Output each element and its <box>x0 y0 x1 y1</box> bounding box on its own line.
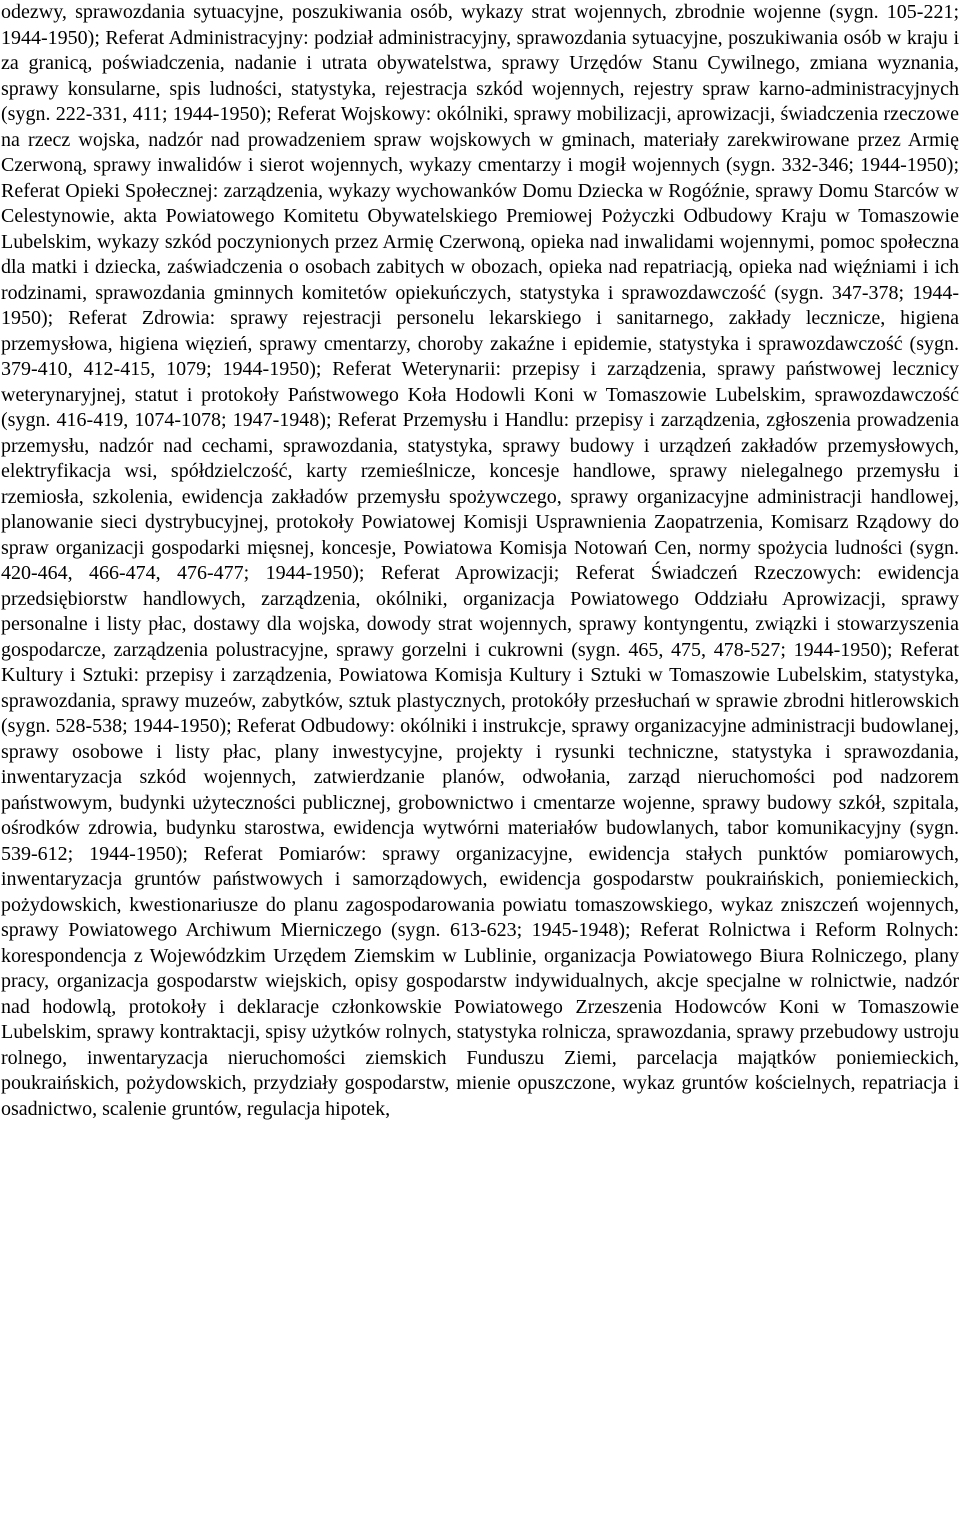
body-paragraph: odezwy, sprawozdania sytuacyjne, poszukiwania osób, wykazy strat wojennych, zbrodnie wojenne (sygn. 105-221; 1944-1950); Referat Administracyjny: podział administracyjny, sprawozdania sytuacyjne, poszukiwania osób w kraju i za granicą, poświadczenia, nadanie i utrata obywatelstwa, sprawy Urzędów Stanu Cywilnego, zmiana wyznania, sprawy konsularne, spis ludności, statystyka, rejestracja szkód wojennych, rejestry spraw karno-administracyjnych (sygn. 222-331, 411; 1944-1950); Referat Wojskowy: okólniki, sprawy mobilizacji, aprowizacji, świadczenia rzeczowe na rzecz wojska, nadzór nad prowadzeniem spraw wojskowych w gminach, materiały zarekwirowane przez Armię Czerwoną, sprawy inwalidów i sierot wojennych, wykazy cmentarzy i mogił wojennych (sygn. 332-346; 1944-1950); Referat Opieki Społecznej: zarządzenia, wykazy wychowanków Domu Dziecka w Rogóźnie, sprawy Domu Starców w Celestynowie, akta Powiatowego Komitetu Obywatelskiego Premiowej Pożyczki Odbudowy Kraju w Tomaszowie Lubelskim, wykazy szkód poczynionych przez Armię Czerwoną, opieka nad inwalidami wojennymi, pomoc społeczna dla matki i dziecka, zaświadczenia o osobach zabitych w obozach, opieka nad repatriacją, opieka nad więźniami i ich rodzinami, sprawozdania gminnych komitetów opiekuńczych, statystyka i sprawozdawczość (sygn. 347-378; 1944-1950); Referat Zdrowia: sprawy rejestracji personelu lekarskiego i sanitarnego, zakłady lecznicze, higiena przemysłowa, higiena więzień, sprawy cmentarzy, choroby zakaźne i epidemie, statystyka i sprawozdawczość (sygn. 379-410, 412-415, 1079; 1944-1950); Referat Weterynarii: przepisy i zarządzenia, sprawy państwowej lecznicy weterynaryjnej, statut i protokoły Państwowego Koła Hodowli Koni w Tomaszowie Lubelskim, sprawozdawczość (sygn. 416-419, 1074-1078; 1947-1948); Referat Przemysłu i Handlu: przepisy i zarządzenia, zgłoszenia prowadzenia przemysłu, nadzór nad cechami, sprawozdania, statystyka, sprawy budowy i urządzeń zakładów przemysłowych, elektryfikacja wsi, spółdzielczość, karty rzemieślnicze, koncesje handlowe, sprawy nielegalnego przemysłu i rzemiosła, szkolenia, ewidencja zakładów przemysłu spożywczego, sprawy organizacyjne administracji handlowej, planowanie sieci dystrybucyjnej, protokoły Powiatowej Komisji Usprawnienia Zaopatrzenia, Komisarz Rządowy do spraw organizacji gospodarki mięsnej, koncesje, Powiatowa Komisja Notowań Cen, normy spożycia ludności (sygn. 420-464, 466-474, 476-477; 1944-1950); Referat Aprowizacji; Referat Świadczeń Rzeczowych: ewidencja przedsiębiorstw handlowych, zarządzenia, okólniki, organizacja Powiatowego Oddziału Aprowizacji, sprawy personalne i listy płac, dostawy dla wojska, dowody strat wojennych, sprawy kontyngentu, związki i stowarzyszenia gospodarcze, zarządzenia polustracyjne, sprawy gorzelni i cukrowni (sygn. 465, 475, 478-527; 1944-1950); Referat Kultury i Sztuki: przepisy i zarządzenia, Powiatowa Komisja Kultury i Sztuki w Tomaszowie Lubelskim, statystyka, sprawozdania, sprawy muzeów, zabytków, sztuk plastycznych, protokóły przesłuchań w sprawie zbrodni hitlerowskich (sygn. 528-538; 1944-1950); Referat Odbudowy: okólniki i instrukcje, sprawy organizacyjne administracji budowlanej, sprawy osobowe i listy płac, plany inwestycyjne, projekty i rysunki techniczne, statystyka i sprawozdania, inwentaryzacja szkód wojennych, zatwierdzanie planów, odwołania, zarząd nieruchomości pod nadzorem państwowym, budynki użyteczności publicznej, grobownictwo i cmentarze wojenne, sprawy budowy szkół, szpitala, ośrodków zdrowia, budynku starostwa, ewidencja wytwórni materiałów budowlanych, tabor komunikacyjny (sygn. 539-612; 1944-1950); Referat Pomiarów: sprawy organizacyjne, ewidencja stałych punktów pomiarowych, inwentaryzacja gruntów państwowych i samorządowych, ewidencja gospodarstw poukraińskich, poniemieckich, pożydowskich, kwestionariusze do planu zagospodarowania powiatu tomaszowskiego, wykaz zniszczeń wojennych, sprawy Powiatowego Archiwum Mierniczego (sygn. 613-623; 1945-1948); Referat Rolnictwa i Reform Rolnych: korespondencja z Wojewódzkim Urzędem Ziemskim w Lublinie, organizacja Powiatowego Biura Rolniczego, plany pracy, organizacja gospodarstw wiejskich, opisy gospodarstw indywidualnych, akcje specjalne w rolnictwie, nadzór nad hodowlą, protokoły i deklaracje członkowskie Powiatowego Zrzeszenia Hodowców Koni w Tomaszowie Lubelskim, sprawy kontraktacji, spisy użytków rolnych, statystyka rolnicza, sprawozdania, sprawy przebudowy ustroju rolnego, inwentaryzacja nieruchomości ziemskich Funduszu Ziemi, parcelacja majątków poniemieckich, poukraińskich, pożydowskich, przydziały gospodarstw, mienie opuszczone, wykaz gruntów kościelnych, repatriacja i osadnictwo, scalenie gruntów, regulacja hipotek, <box>1 1 959 1120</box>
